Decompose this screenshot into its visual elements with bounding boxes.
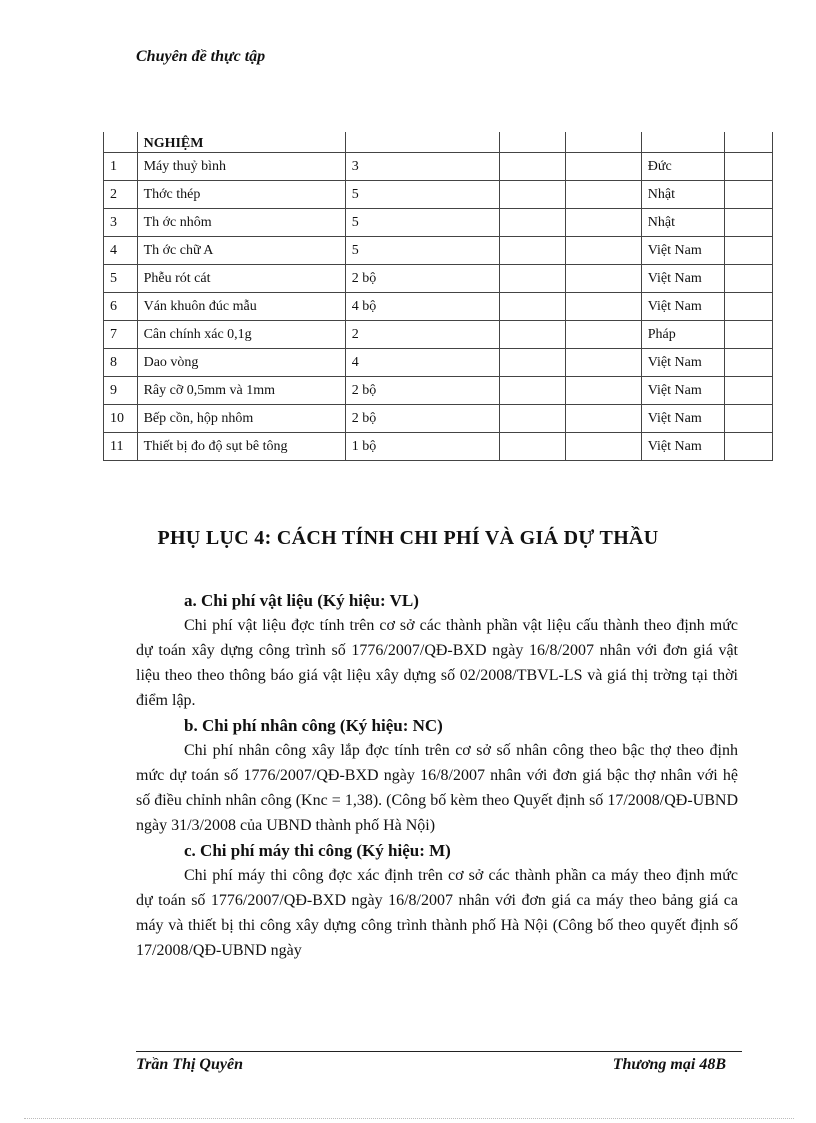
table-cell-origin: Pháp: [641, 321, 725, 349]
table-cell-no: 8: [104, 349, 138, 377]
table-row: [104, 293, 773, 321]
table-cell-origin: Đức: [641, 153, 725, 181]
table-cell-no: 5: [104, 265, 138, 293]
table-cell-qty: 4 bộ: [345, 293, 499, 321]
table-cell-no: 11: [104, 433, 138, 461]
table-cell-origin: Việt Nam: [641, 377, 725, 405]
table-cell-qty: 2 bộ: [345, 265, 499, 293]
table-cell-qty: 2 bộ: [345, 377, 499, 405]
table-cell-name: Th ớc nhôm: [137, 209, 345, 237]
table-cell-no: 2: [104, 181, 138, 209]
page-bottom-edge: [24, 1118, 794, 1119]
table-cell-no: 10: [104, 405, 138, 433]
section-heading-labor: b. Chi phí nhân công (Ký hiệu: NC): [184, 716, 443, 735]
table-row: [104, 433, 773, 461]
table-cell-qty: 5: [345, 181, 499, 209]
footer-class: Thương mại 48B: [612, 1056, 726, 1073]
footer-author: Trần Thị Quyên: [136, 1056, 243, 1073]
table-cell-name: Dao vòng: [137, 349, 345, 377]
table-cell-no: [104, 132, 138, 153]
section-paragraph-machinery: Chi phí máy thi công đợc xác định trên cơ sở các thành phần ca máy theo định mức dự toán số 1776/2007/QĐ-BXD ngày 16/8/2007 nhân với đơn giá ca máy theo bảng giá ca máy và thiết bị thi công xây dựng công trình thành phố Hà Nội (Công bố theo quyết định số 17/2008/QĐ-UBND ngày: [136, 867, 738, 959]
table-cell-name: Bếp cồn, hộp nhôm: [137, 405, 345, 433]
table-cell-no: 3: [104, 209, 138, 237]
table-cell-qty: 2: [345, 321, 499, 349]
table-row: [104, 265, 773, 293]
table-cell-qty: 1 bộ: [345, 433, 499, 461]
table-row: [104, 349, 773, 377]
table-cell-origin: Việt Nam: [641, 349, 725, 377]
table-cell-name: Ván khuôn đúc mẫu: [137, 293, 345, 321]
table-cell-name: Th ớc chữ A: [137, 237, 345, 265]
table-cell-name: Cân chính xác 0,1g: [137, 321, 345, 349]
table-cell-qty: 2 bộ: [345, 405, 499, 433]
table-cell-origin: Việt Nam: [641, 293, 725, 321]
table-cell-name: NGHIỆM: [137, 132, 345, 153]
table-row: [104, 153, 773, 181]
table-row: [104, 209, 773, 237]
appendix-title: PHỤ LỤC 4: CÁCH TÍNH CHI PHÍ VÀ GIÁ DỰ THẦU: [157, 527, 659, 549]
table-cell-name: Thiết bị đo độ sụt bê tông: [137, 433, 345, 461]
appendix-body: [136, 588, 738, 963]
table-cell-origin: Nhật: [641, 209, 725, 237]
table-cell-no: 6: [104, 293, 138, 321]
table-cell-name: Thớc thép: [137, 181, 345, 209]
section-paragraph-labor: Chi phí nhân công xây lắp đợc tính trên cơ sở số nhân công theo bậc thợ theo định mức dự toán số 1776/2007/QĐ-BXD ngày 16/8/2007 nhân với đơn giá bậc thợ nhân với hệ số điều chỉnh nhân công (Knc = 1,38). (Công bố kèm theo Quyết định số 17/2008/QĐ-UBND ngày 31/3/2008 của UBND thành phố Hà Nội): [136, 742, 738, 834]
table-cell-name: Phễu rót cát: [137, 265, 345, 293]
table-cell-name: Máy thuỷ bình: [137, 153, 345, 181]
equipment-table: [103, 132, 773, 461]
table-row: [104, 377, 773, 405]
footer-divider: [136, 1051, 742, 1052]
table-cell-no: 9: [104, 377, 138, 405]
section-heading-machinery: c. Chi phí máy thi công (Ký hiệu: M): [184, 841, 451, 860]
table-cell-origin: Việt Nam: [641, 433, 725, 461]
table-cell-origin: Việt Nam: [641, 405, 725, 433]
table-row: [104, 237, 773, 265]
table-cell-qty: 5: [345, 237, 499, 265]
table-cell-qty: 4: [345, 349, 499, 377]
table-row-continued: [104, 132, 773, 153]
table-cell-qty: 5: [345, 209, 499, 237]
table-row: [104, 321, 773, 349]
table-cell-origin: Việt Nam: [641, 237, 725, 265]
table-cell-qty: 3: [345, 153, 499, 181]
table-cell-name: Rây cỡ 0,5mm và 1mm: [137, 377, 345, 405]
table-cell-no: 7: [104, 321, 138, 349]
table-cell-no: 1: [104, 153, 138, 181]
table-cell-origin: Việt Nam: [641, 265, 725, 293]
table-cell-no: 4: [104, 237, 138, 265]
section-paragraph-materials: Chi phí vật liệu đợc tính trên cơ sở các thành phần vật liệu cấu thành theo định mức dự toán xây dựng công trình số 1776/2007/QĐ-BXD ngày 16/8/2007 nhân với đơn giá vật liệu theo theo thông báo giá vật liệu xây dựng số 02/2008/TBVL-LS và giá thị trờng tại thời điểm lập.: [136, 617, 738, 709]
table-row: [104, 181, 773, 209]
table-row: [104, 405, 773, 433]
page-header-title: Chuyên đề thực tập: [136, 48, 266, 65]
table-cell-origin: Nhật: [641, 181, 725, 209]
section-heading-materials: a. Chi phí vật liệu (Ký hiệu: VL): [184, 591, 419, 610]
